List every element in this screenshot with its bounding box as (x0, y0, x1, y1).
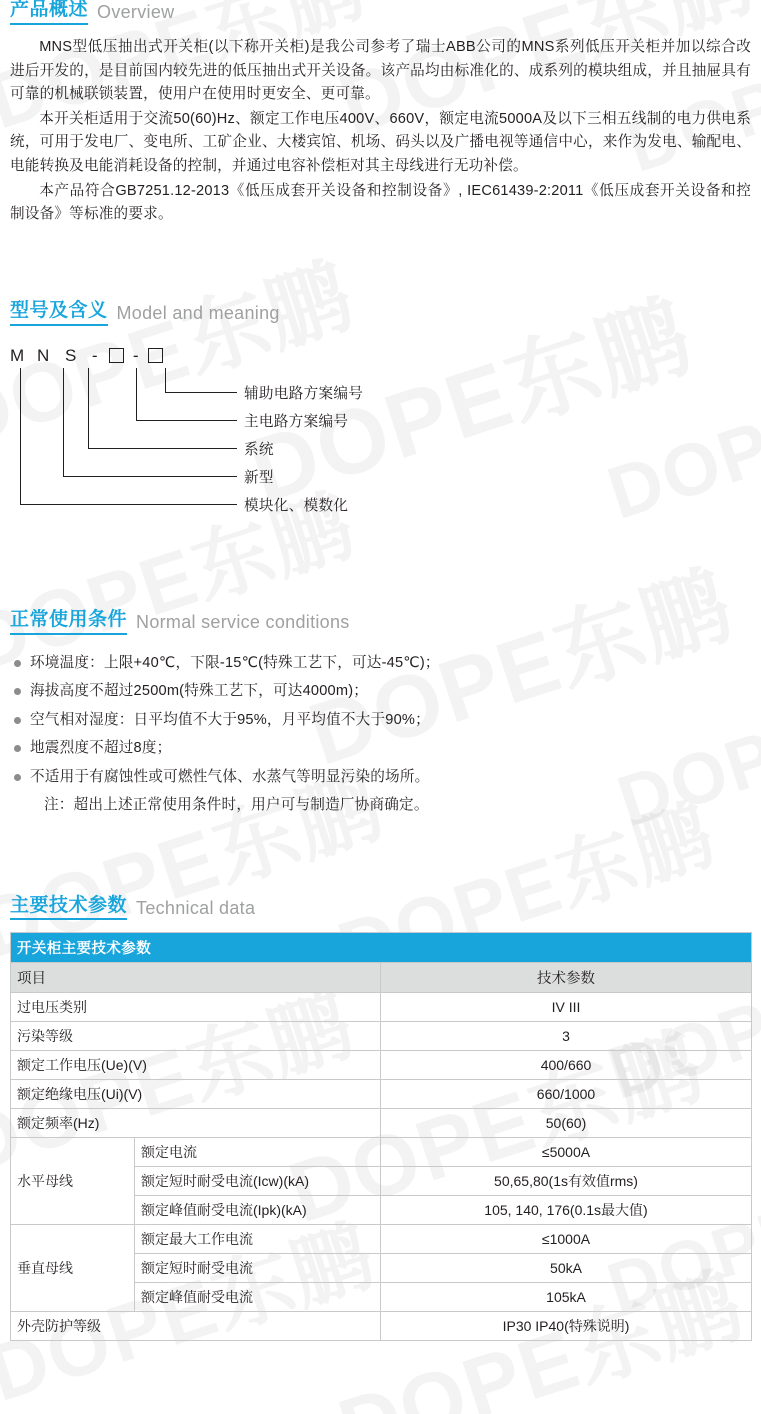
technical-table-wrap (10, 932, 751, 1341)
row-sublabel: 额定峰值耐受电流(Ipk)(kA) (135, 1196, 381, 1225)
table-header-value: 技术参数 (381, 963, 752, 993)
list-item (10, 706, 751, 734)
row-value: ≤1000A (381, 1225, 752, 1254)
section-title-en: Model and meaning (116, 303, 280, 324)
table-title-row (11, 933, 752, 963)
table-row (11, 1022, 752, 1051)
row-label: 额定绝缘电压(Ui)(V) (11, 1080, 381, 1109)
row-label: 外壳防护等级 (11, 1312, 381, 1341)
list-item-label: 空气相对湿度：日平均值不大于95%，月平均值不大于90%； (30, 711, 430, 728)
row-label: 额定工作电压(Ue)(V) (11, 1051, 381, 1080)
leader-line-aux (165, 368, 166, 392)
bullet-dot-icon (14, 745, 21, 752)
model-label-system: 系统 (244, 441, 274, 458)
leader-line-new-h (63, 476, 237, 477)
row-value: IV III (381, 993, 752, 1022)
leader-line-aux-h (165, 392, 237, 393)
model-label-module: 模块化、模数化 (244, 497, 349, 514)
leader-line-main-h (136, 420, 237, 421)
model-label-main: 主电路方案编号 (244, 413, 349, 430)
model-placeholder-box-1 (109, 348, 124, 363)
leader-line-module (20, 368, 21, 504)
row-value: 105kA (381, 1283, 752, 1312)
list-item-label: 地震烈度不超过8度； (30, 740, 172, 757)
table-row (11, 993, 752, 1022)
section-title-en: Normal service conditions (136, 612, 350, 632)
model-diagram (10, 344, 751, 544)
model-letter-s: S (65, 345, 77, 365)
leader-line-main (136, 368, 137, 420)
list-item (10, 763, 751, 791)
table-row (11, 1109, 752, 1138)
leader-line-module-h (20, 504, 237, 505)
bullet-dot-icon (14, 660, 21, 667)
leader-line-new (63, 368, 64, 476)
list-item-label: 环境温度：上限+40℃，下限-15℃(特殊工艺下，可达-45℃)； (30, 654, 440, 671)
technical-data-table (10, 932, 752, 1341)
row-value: 105, 140, 176(0.1s最大值) (381, 1196, 752, 1225)
table-row (11, 1312, 752, 1341)
row-value: 400/660 (381, 1051, 752, 1080)
section-heading-model (10, 301, 751, 326)
table-header-item: 项目 (11, 963, 381, 993)
row-value: 3 (381, 1022, 752, 1051)
list-item-label: 海拔高度不超过2500m(特殊工艺下，可达4000m)； (30, 683, 369, 700)
list-item (10, 677, 751, 705)
table-title: 开关柜主要技术参数 (11, 933, 752, 963)
model-code (10, 344, 169, 368)
row-value: ≤5000A (381, 1138, 752, 1167)
model-letter-m: M (10, 345, 25, 365)
table-row (11, 1080, 752, 1109)
bullet-dot-icon (14, 774, 21, 781)
row-sublabel: 额定短时耐受电流(Icw)(kA) (135, 1167, 381, 1196)
leader-line-system-h (88, 448, 237, 449)
conditions-note: 注：超出上述正常使用条件时，用户可与制造厂协商确定。 (44, 797, 429, 814)
row-label: 额定频率(Hz) (11, 1109, 381, 1138)
list-item (10, 734, 751, 762)
overview-body (10, 36, 751, 227)
model-label-aux: 辅助电路方案编号 (244, 385, 364, 402)
row-label: 过电压类别 (11, 993, 381, 1022)
section-title-cn: 产品概述 (10, 0, 88, 25)
model-dash-1: - (91, 345, 99, 365)
section-heading-conditions (10, 610, 751, 635)
section-heading-technical (10, 896, 751, 921)
section-title-en: Overview (97, 2, 175, 23)
row-value: IP30 IP40(特殊说明) (381, 1312, 752, 1341)
section-title-cn: 正常使用条件 (10, 610, 127, 635)
row-value: 660/1000 (381, 1080, 752, 1109)
row-group-label: 水平母线 (11, 1138, 135, 1225)
overview-paragraph: 本开关柜适用于交流50(60)Hz、额定工作电压400V、660V，额定电流5000A及以下三相五线制的电力供电系统，可用于发电厂、变电所、工矿企业、大楼宾馆、机场、码头以及广播电视等通信中心，来作为发电、输配电、电能转换及电能消耗设备的控制，并通过电容补偿柜对其主母线进行无功补偿。 (10, 110, 751, 175)
table-row (11, 1051, 752, 1080)
model-letter-n: N (37, 345, 50, 365)
row-sublabel: 额定短时耐受电流 (135, 1254, 381, 1283)
overview-paragraph: MNS型低压抽出式开关柜(以下称开关柜)是我公司参考了瑞士ABB公司的MNS系列低压开关柜并加以综合改进后开发的，是目前国内较先进的低压抽出式开关设备。该产品均由标准化的、成系列的模块组成，并且抽屉具有可靠的机械联锁装置，使用户在使用时更安全、更可靠。 (10, 38, 751, 103)
row-sublabel: 额定峰值耐受电流 (135, 1283, 381, 1312)
section-title-en: Technical data (136, 897, 256, 918)
section-title-cn: 主要技术参数 (10, 896, 127, 921)
bullet-dot-icon (14, 717, 21, 724)
model-dash-2: - (132, 345, 140, 365)
row-sublabel: 额定电流 (135, 1138, 381, 1167)
model-placeholder-box-2 (148, 348, 163, 363)
table-row (11, 1138, 752, 1167)
overview-paragraph: 本产品符合GB7251.12-2013《低压成套开关设备和控制设备》, IEC61439-2:2011《低压成套开关设备和控制设备》等标准的要求。 (10, 182, 751, 223)
conditions-list (10, 649, 751, 820)
row-value: 50kA (381, 1254, 752, 1283)
list-item-label: 不适用于有腐蚀性或可燃性气体、水蒸气等明显污染的场所。 (30, 768, 430, 785)
row-value: 50(60) (381, 1109, 752, 1138)
section-heading-overview (10, 0, 751, 25)
row-value: 50,65,80(1s有效值rms) (381, 1167, 752, 1196)
row-group-label: 垂直母线 (11, 1225, 135, 1312)
row-label: 污染等级 (11, 1022, 381, 1051)
section-title-cn: 型号及含义 (10, 301, 108, 326)
model-label-new: 新型 (244, 469, 274, 486)
table-header-row (11, 963, 752, 993)
bullet-dot-icon (14, 688, 21, 695)
list-item (10, 649, 751, 677)
row-sublabel: 额定最大工作电流 (135, 1225, 381, 1254)
table-row (11, 1225, 752, 1254)
leader-line-system (88, 368, 89, 448)
